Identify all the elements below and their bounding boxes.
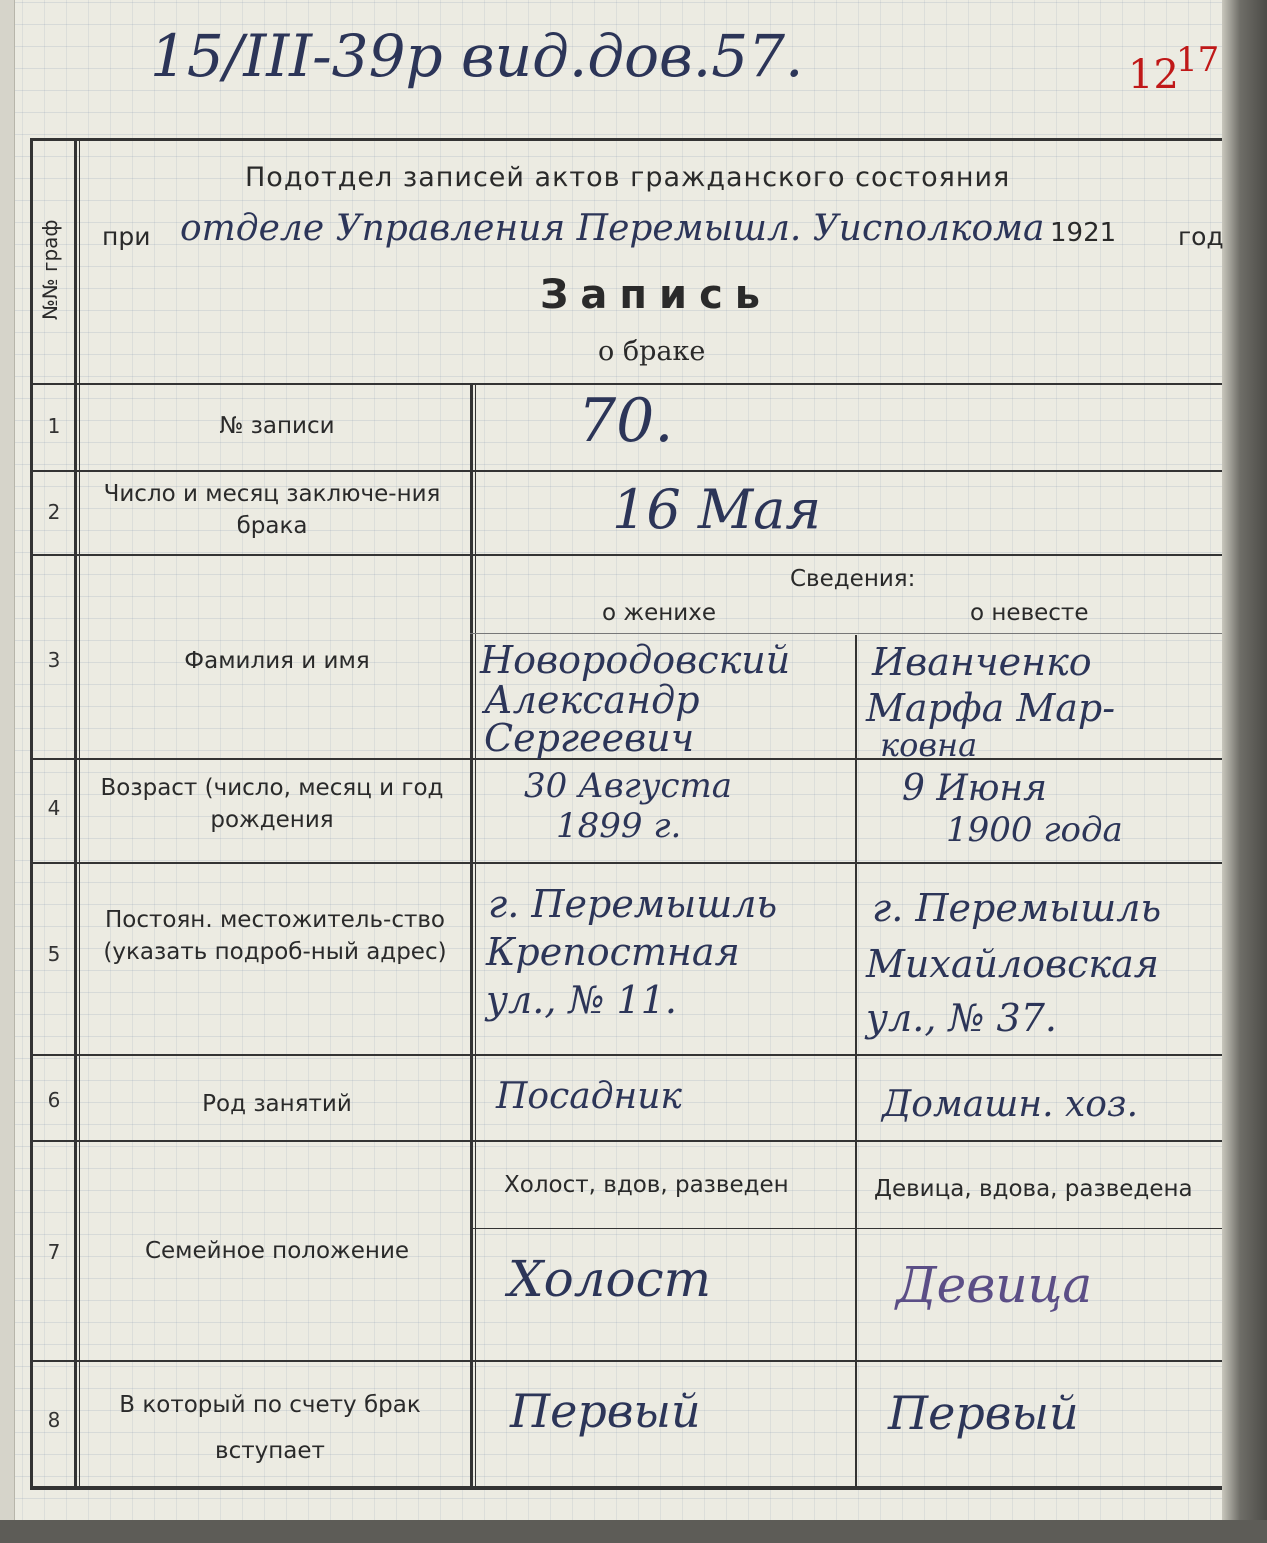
- groom-address-line2: Крепостная: [486, 930, 740, 974]
- row-border-1: [30, 383, 1222, 385]
- header-pri: при: [102, 222, 151, 251]
- binding-strip: [0, 0, 15, 1543]
- groom-header: о женихе: [602, 600, 717, 626]
- row-border-7: [30, 1140, 1222, 1142]
- red-page-mark: 12: [1128, 52, 1179, 98]
- row-label-marriage-date: Число и месяц заключе-ния брака: [103, 481, 441, 539]
- groom-status-options: Холост, вдов, разведен: [504, 1172, 789, 1198]
- bride-status-options: Девица, вдова, разведена: [874, 1176, 1193, 1202]
- row-number: 2: [47, 500, 61, 524]
- row-border-2: [30, 470, 1222, 472]
- page-edge: [1222, 0, 1267, 1543]
- marriage-date-value: 16 Мая: [612, 478, 822, 541]
- bride-birth-line2: 1900 года: [946, 810, 1123, 850]
- column-divider-2b: [475, 383, 476, 1486]
- groom-address-line1: г. Перемышль: [488, 882, 778, 926]
- bride-name-line1: Иванченко: [872, 640, 1092, 684]
- groom-name-line3: Сергеевич: [484, 716, 695, 760]
- info-header-underline: [470, 633, 1222, 634]
- row-number: 5: [47, 942, 61, 966]
- table-left-border: [30, 138, 33, 1490]
- bride-name-line3: ковна: [880, 726, 978, 764]
- table-bottom-border: [30, 1486, 1222, 1490]
- row-label-name: Фамилия и имя: [184, 648, 370, 674]
- row-number: 6: [47, 1088, 61, 1112]
- header-god: год: [1178, 222, 1224, 251]
- header-pri-handwritten: отделе Управления Перемышл. Уисполкома: [180, 208, 1045, 249]
- header-year: 1921: [1050, 218, 1117, 248]
- column-divider-1: [74, 138, 77, 1490]
- column-divider-2: [470, 383, 473, 1486]
- row-border-8: [30, 1360, 1222, 1362]
- row-number: 8: [47, 1408, 61, 1432]
- bride-occupation: Домашн. хоз.: [882, 1084, 1139, 1125]
- bride-birth-line1: 9 Июня: [902, 768, 1047, 809]
- row-border-6: [30, 1054, 1222, 1056]
- groom-marriage-count: Первый: [510, 1384, 701, 1438]
- bride-address-line1: г. Перемышль: [872, 886, 1162, 930]
- top-handwritten-note: 15/III-39р вид.дов.57.: [150, 22, 804, 90]
- header-line1: Подотдел записей актов гражданского состояния: [245, 162, 1011, 193]
- groom-name-line2: Александр: [484, 678, 700, 722]
- red-page-mark-2: 17: [1176, 40, 1220, 80]
- document-subtitle: о браке: [598, 336, 706, 367]
- row-label-occupation: Род занятий: [202, 1091, 352, 1117]
- document-title: Запись: [540, 272, 773, 318]
- bride-address-line2: Михайловская: [866, 942, 1159, 986]
- row-number: 1: [47, 414, 61, 438]
- groom-birth-line2: 1899 г.: [556, 806, 682, 846]
- row-number: 4: [47, 796, 61, 820]
- row-label-residence: Постоян. местожитель-ство (указать подроб-ный адрес): [103, 907, 447, 965]
- row-border-7-inner: [470, 1228, 1222, 1229]
- side-column-label: №№ граф: [38, 219, 62, 320]
- info-header: Сведения:: [790, 566, 916, 592]
- row-label-marital-status: Семейное положение: [144, 1238, 410, 1264]
- bride-header: о невесте: [970, 600, 1089, 626]
- groom-name-line1: Новородовский: [480, 638, 791, 682]
- bride-marital-status: Девица: [896, 1256, 1093, 1314]
- row-border-5: [30, 862, 1222, 864]
- groom-birth-line1: 30 Августа: [524, 766, 733, 806]
- column-divider-1b: [79, 138, 80, 1490]
- row-number: 7: [47, 1240, 61, 1264]
- row-label-record-number: № записи: [219, 413, 335, 439]
- row-border-3: [30, 554, 1222, 556]
- groom-marital-status: Холост: [508, 1250, 712, 1308]
- bride-marriage-count: Первый: [888, 1386, 1079, 1440]
- record-number-value: 70.: [578, 386, 674, 456]
- column-divider-3: [855, 635, 857, 1486]
- bride-name-line2: Марфа Мар-: [866, 686, 1116, 730]
- row-label-marriage-count: В который по счету брак вступает: [119, 1392, 421, 1464]
- table-top-border: [30, 138, 1222, 141]
- groom-address-line3: ул., № 11.: [486, 978, 677, 1022]
- bride-address-line3: ул., № 37.: [866, 996, 1057, 1040]
- page-bottom-edge: [0, 1520, 1267, 1543]
- groom-occupation: Посадник: [496, 1076, 682, 1117]
- row-number: 3: [47, 648, 61, 672]
- row-label-age: Возраст (число, месяц и год рождения: [100, 775, 444, 833]
